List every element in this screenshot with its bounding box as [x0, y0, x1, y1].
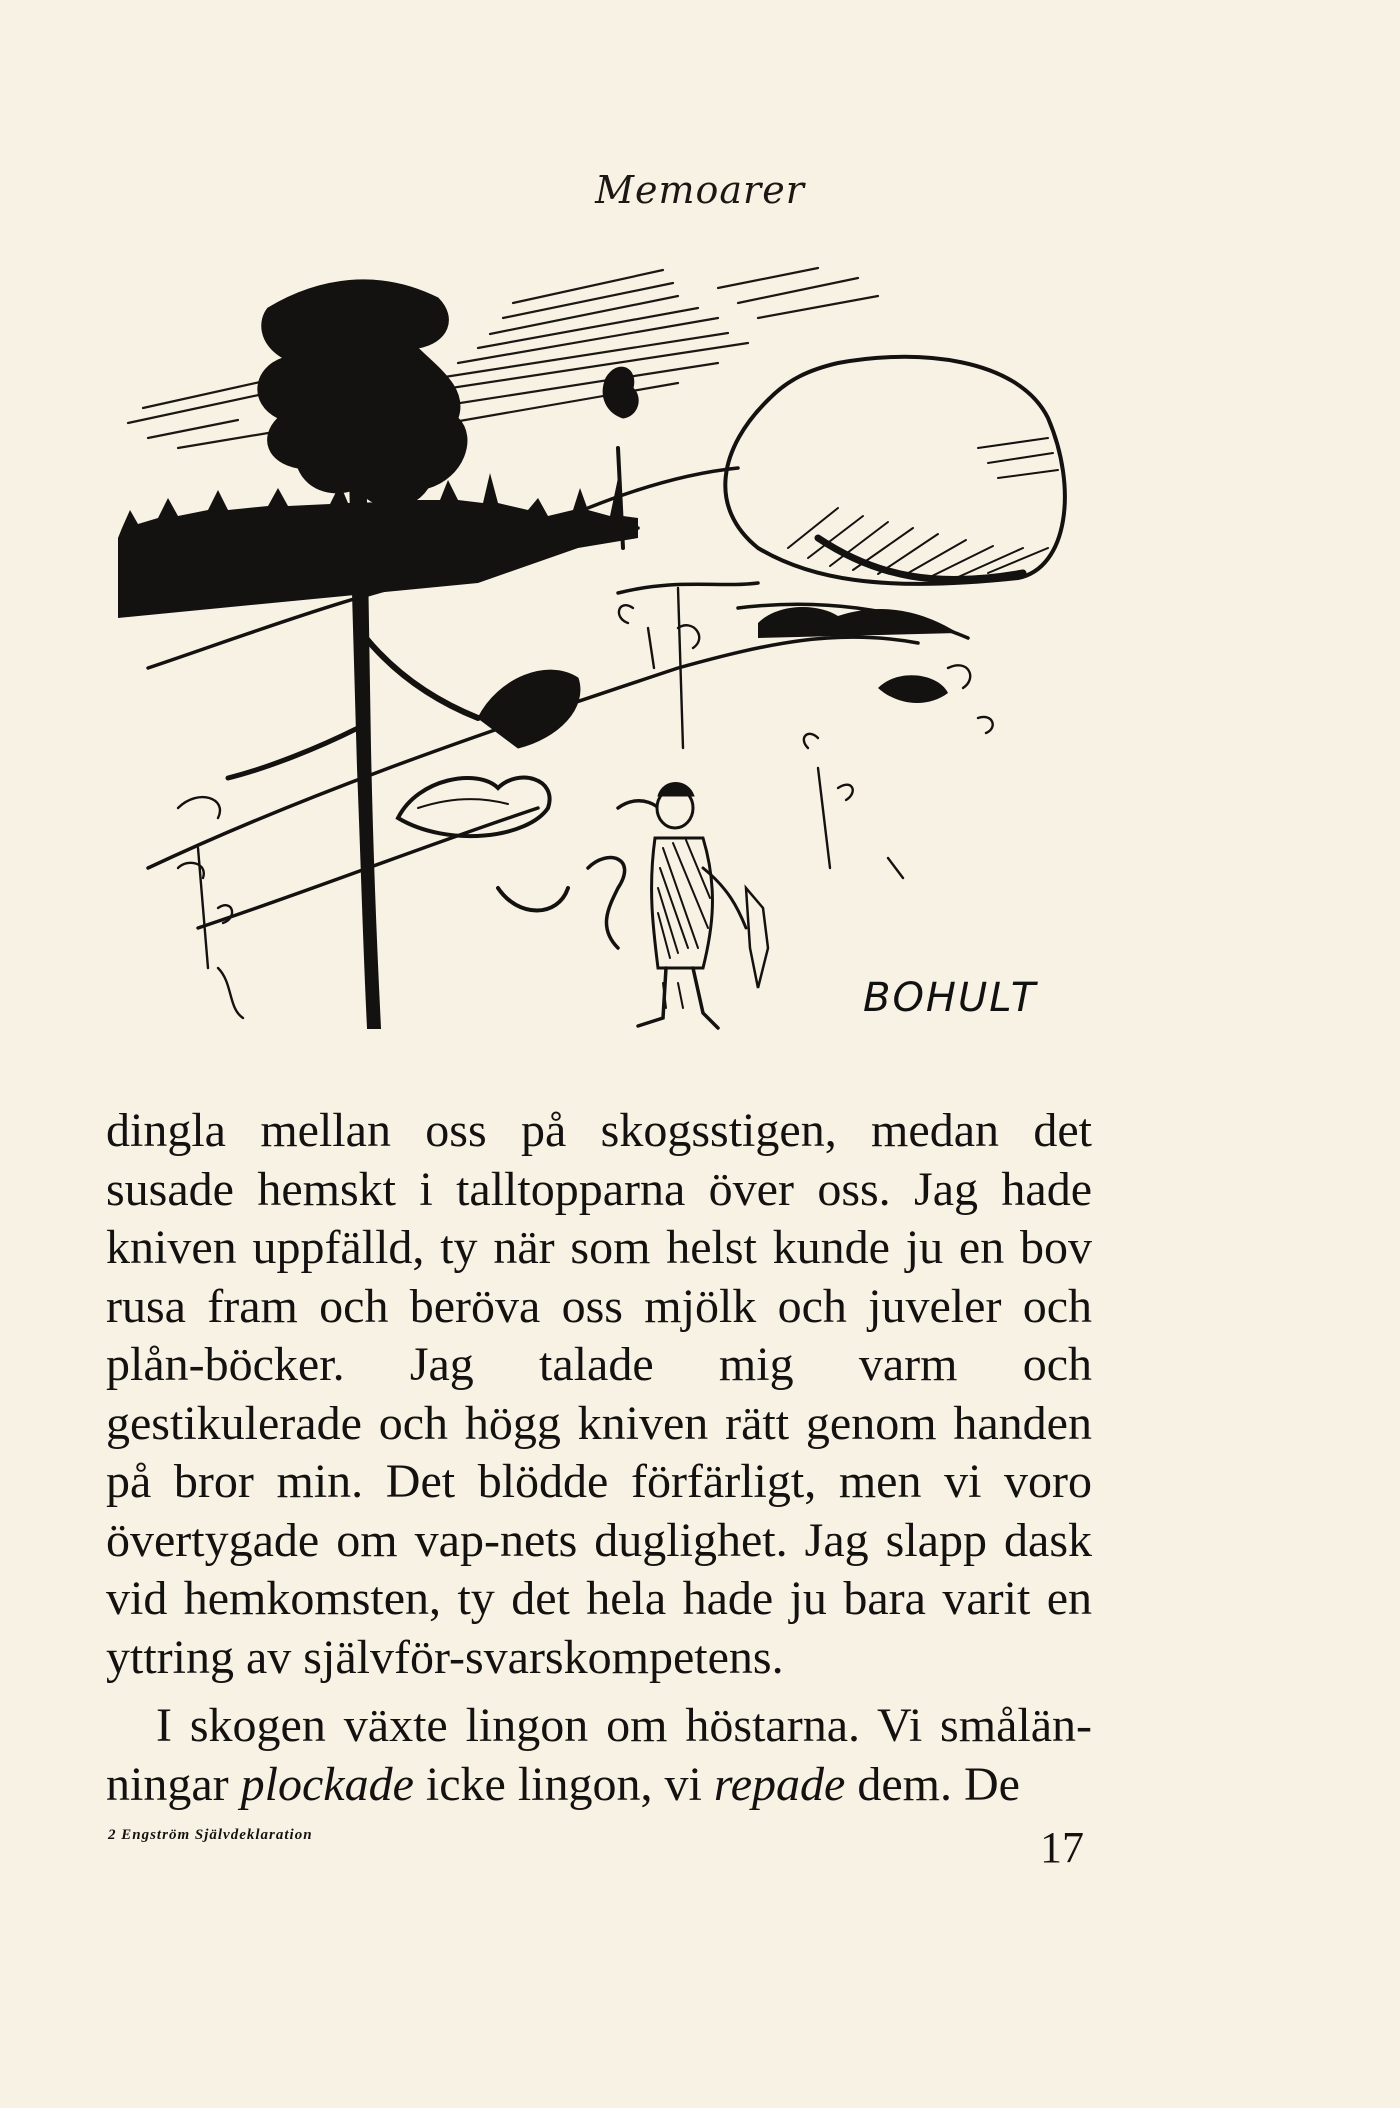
ridge-bushes — [758, 607, 958, 703]
emphasis: plockade — [240, 1757, 414, 1811]
text-line: svarskompetens. — [464, 1630, 784, 1684]
text-line: det hela hade ju bara varit en yttring av självför- — [106, 1572, 1093, 1684]
paragraph — [106, 1102, 1092, 1687]
text-line: högg kniven rätt genom handen på bror min. Det — [106, 1396, 1092, 1508]
text-fragment: icke lingon, vi — [413, 1757, 714, 1811]
walking-boy — [638, 783, 768, 1029]
text-line: nets duglighet. Jag slapp dask vid hemkomsten, ty — [106, 1513, 1093, 1625]
text-line: hemskt i talltopparna över oss. Jag hade kniven — [106, 1162, 1093, 1274]
text-line: dingla mellan oss på skogsstigen, medan det susade — [106, 1104, 1092, 1216]
text-line: uppfälld, ty när som helst kunde ju en bov rusa — [106, 1221, 1093, 1333]
text-line: ningar — [106, 1757, 241, 1811]
page-number: 17 — [1040, 1823, 1084, 1872]
running-head: Memoarer — [595, 168, 805, 212]
sky-hatching — [128, 268, 878, 448]
text-line: I skogen växte lingon om höstarna. Vi smålän- — [156, 1699, 1092, 1752]
text-line: blödde förfärligt, men vi voro övertygade om vap- — [106, 1455, 1092, 1567]
text-fragment: dem. De — [845, 1757, 1020, 1811]
paragraph — [106, 1697, 1092, 1814]
text-line: fram och beröva oss mjölk och juveler och plån- — [106, 1279, 1093, 1391]
text-line: böcker. Jag talade mig varm och gestikulerade och — [106, 1338, 1092, 1450]
signature-mark: 2 Engström Självdeklaration — [108, 1827, 313, 1843]
body-text — [106, 1102, 1092, 1814]
foreground-rocks — [398, 778, 668, 948]
emphasis: repade — [713, 1757, 846, 1811]
boulder — [725, 357, 1065, 584]
pen-drawing-forest-scene — [118, 248, 1078, 1048]
illustrator-signature: BOHULT — [863, 975, 1038, 1021]
